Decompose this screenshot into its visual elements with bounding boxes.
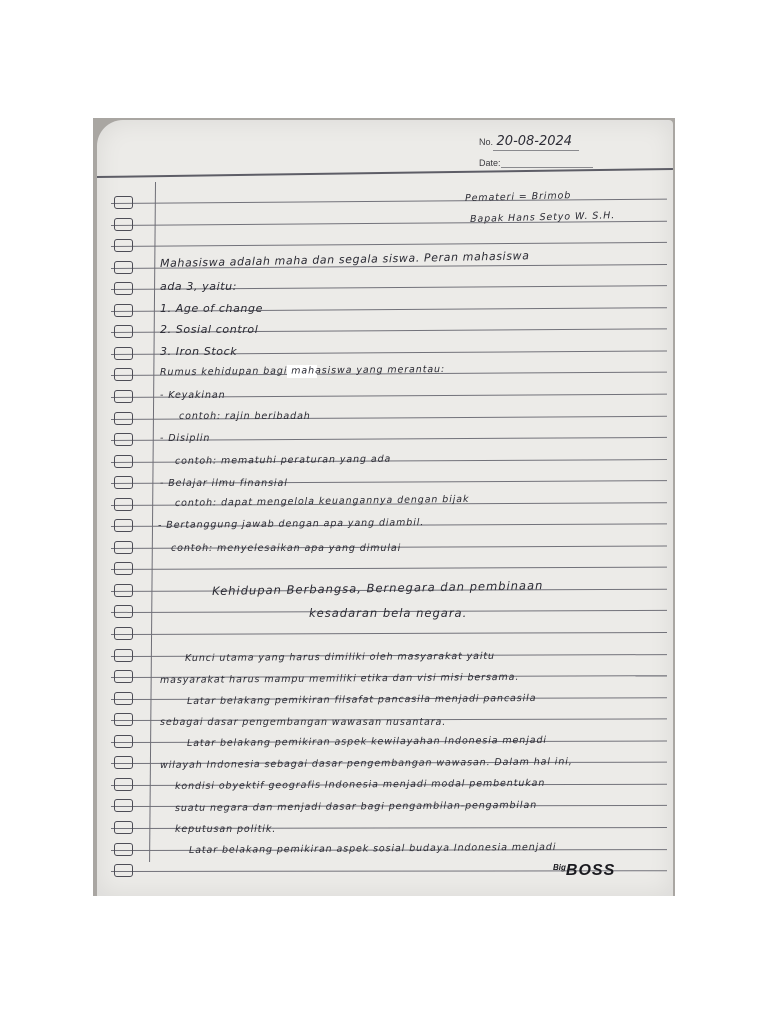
margin-checkbox [114, 455, 133, 468]
ruled-line [111, 632, 667, 635]
note-line: Pemateri = Brimob [464, 190, 572, 204]
ruled-line [111, 567, 667, 570]
margin-checkbox [114, 390, 133, 403]
margin-checkbox [114, 605, 133, 618]
margin-checkbox [114, 498, 133, 511]
margin-checkbox [114, 778, 133, 791]
margin-checkbox [114, 282, 133, 295]
notebook-brand-logo [553, 862, 615, 880]
margin-checkbox [114, 519, 133, 532]
margin-checkbox [114, 304, 133, 317]
margin-checkbox [114, 562, 133, 575]
note-line: contoh: mematuhi peraturan yang ada [174, 453, 392, 467]
note-line: ada 3, yaitu: [160, 280, 238, 293]
margin-checkbox [114, 735, 133, 748]
margin-checkbox [114, 670, 133, 683]
note-line: 1. Age of change [160, 302, 263, 315]
note-line: - Disiplin [160, 433, 211, 444]
margin-checkbox [114, 584, 133, 597]
margin-checkbox [114, 218, 133, 231]
margin-checkbox [114, 541, 133, 554]
note-line: Latar belakang pemikiran filsafat pancasila menjadi pancasila [186, 692, 537, 707]
note-line: contoh: dapat mengelola keuangannya dengan bijak [174, 493, 470, 509]
note-line: keputusan politik. [175, 824, 277, 835]
note-heading: Kehidupan Berbangsa, Bernegara dan pembinaan [211, 578, 544, 598]
margin-checkbox [114, 412, 133, 425]
note-line: 3. Iron Stock [160, 345, 238, 358]
margin-checkbox [114, 239, 133, 252]
note-line: contoh: menyelesaikan apa yang dimulai [171, 543, 402, 554]
note-line: Latar belakang pemikiran aspek kewilayahan Indonesia menjadi [186, 734, 547, 749]
ruled-line [111, 242, 667, 247]
note-line: Latar belakang pemikiran aspek sosial budaya Indonesia menjadi [188, 841, 557, 856]
margin-checkbox [114, 433, 133, 446]
header-date-label: Date: [479, 158, 501, 168]
note-line: kondisi obyektif geografis Indonesia menjadi modal pembentukan [174, 777, 546, 792]
ruled-line [111, 199, 667, 204]
margin-checkbox [114, 692, 133, 705]
margin-checkbox [114, 196, 133, 209]
margin-checkbox [114, 799, 133, 812]
brand-name: BOSS [565, 862, 616, 879]
note-line: - Bertanggung jawab dengan apa yang diambil. [157, 517, 425, 531]
note-line: 2. Sosial control [160, 323, 259, 336]
note-line: masyarakat harus mampu memiliki etika dan visi misi bersama. [159, 671, 520, 686]
margin-checkbox [114, 627, 133, 640]
note-line: - Belajar ilmu finansial [160, 478, 288, 489]
note-line: Rumus kehidupan bagi mahasiswa yang merantau: [159, 364, 446, 378]
margin-checkbox [114, 347, 133, 360]
note-line: Kunci utama yang harus dimiliki oleh masyarakat yaitu [184, 650, 495, 664]
margin-checkbox [114, 649, 133, 662]
note-line: wilayah Indonesia sebagai dasar pengembangan wawasan. Dalam hal ini, [159, 756, 573, 771]
note-heading: kesadaran bela negara. [309, 606, 468, 620]
margin-checkbox [114, 368, 133, 381]
note-line: Bapak Hans Setyo W. S.H. [469, 210, 616, 225]
notebook-page [97, 120, 673, 896]
margin-checkbox [114, 476, 133, 489]
note-line: contoh: rajin beribadah [179, 411, 311, 422]
brand-prefix: Big [553, 863, 566, 872]
margin-checkbox [114, 261, 133, 274]
note-line: sebagai dasar pengembangan wawasan nusantara. [160, 717, 447, 728]
header-number-label: No. [479, 137, 494, 147]
margin-checkbox [114, 756, 133, 769]
margin-checkbox [114, 821, 133, 834]
margin-checkbox [114, 325, 133, 338]
note-line: - Keyakinan [160, 390, 226, 401]
margin-checkbox [114, 713, 133, 726]
margin-checkbox [114, 864, 133, 877]
note-line: suatu negara dan menjadi dasar bagi pengambilan-pengambilan [174, 799, 538, 814]
notebook-photo [93, 118, 675, 896]
note-line: Mahasiswa adalah maha dan segala siswa. Peran mahasiswa [159, 249, 530, 270]
header-number-value: 20-08-2024 [496, 134, 573, 149]
margin-checkbox [114, 843, 133, 856]
